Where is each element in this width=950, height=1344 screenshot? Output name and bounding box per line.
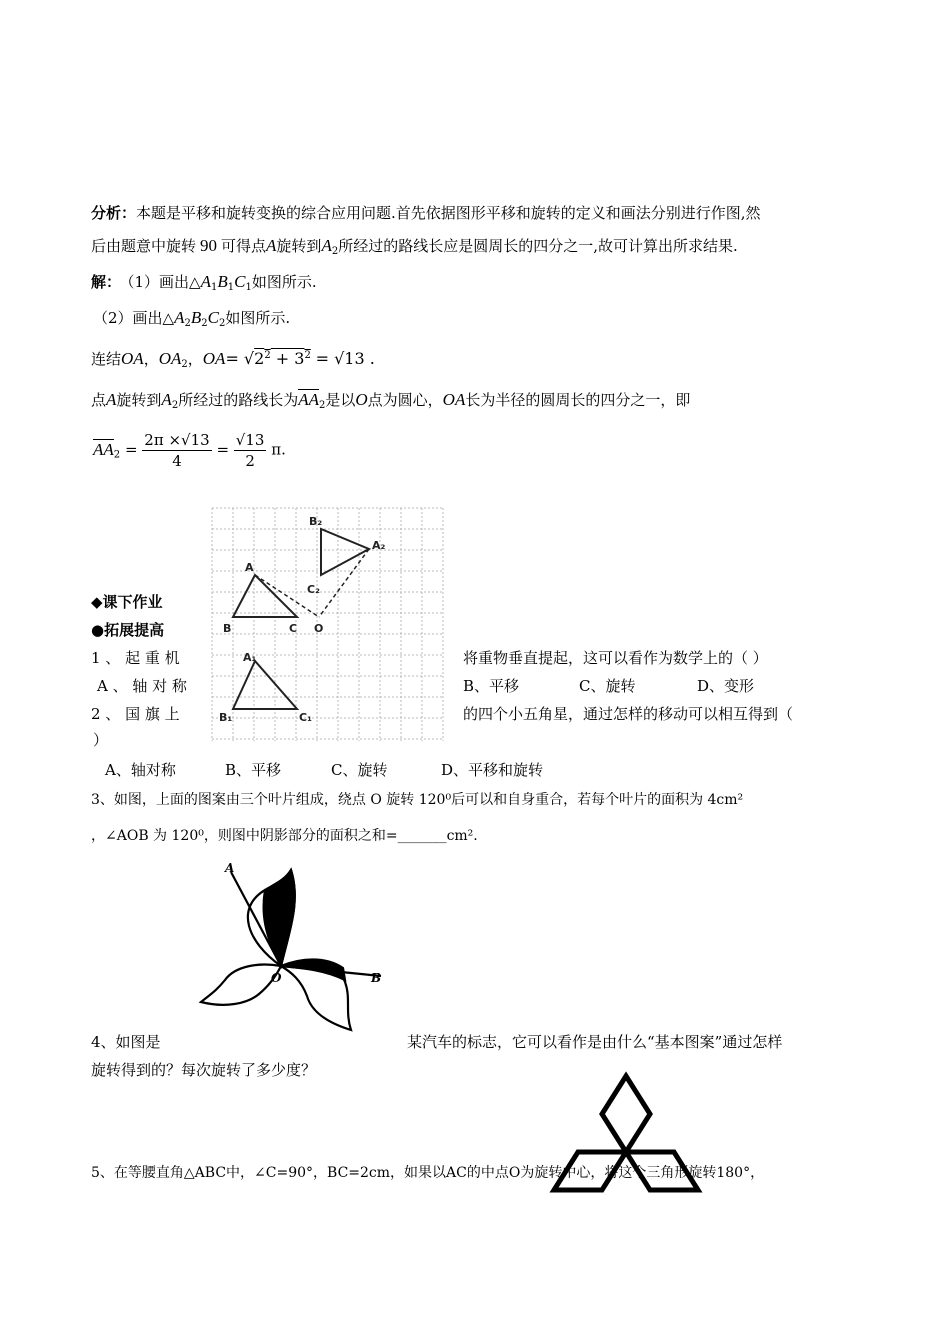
homework-subtitle: ●拓展提高 [91,621,165,639]
label-C1: C₁ [299,711,312,724]
label-C2: C₂ [307,583,320,596]
solution-label: 解： [91,273,122,291]
q2-end: 的四个小五角星，通过怎样的移动可以相互得到（ [463,705,794,723]
q1-option-d: D、变形 [697,677,755,695]
label-A1: A₁ [243,651,257,664]
solution-path: 点A旋转到$A_2$所经过的路线长为$AA_2$是以O点为圆心，OA长为半径的圆周长的四分之一，即 [91,390,691,411]
analysis-paragraph [91,203,761,223]
q1-option-c: C、旋转 [579,677,636,695]
three-leaf-figure [195,862,395,1032]
analysis-line2: 后由题意中旋转 90 可得点A旋转到$A_2$所经过的路线长应是圆周长的四分之一,故可计算出所求结果. [91,236,738,257]
q2-option-b: B、平移 [225,761,282,779]
solution-step1: 解： （1）画出$\triangle A_1B_1C_1$如图所示. [91,272,317,293]
analysis-label: 分析： [91,204,137,222]
q1-option-b: B、平移 [463,677,520,695]
label-C: C [289,622,298,635]
solution-formula: $AA_2$ = $\frac{2\pi \times√13}{4}$ = $\frac{√13}{2}$ π. [93,431,286,470]
label-A2: A₂ [372,539,386,552]
solution-step2: （2）画出$\triangle A_2B_2C_2$如图所示. [93,308,291,329]
q2-option-d: D、平移和旋转 [441,761,544,779]
leaf-label-B: B [371,971,382,985]
q4-start: 4、如图是 [91,1033,161,1051]
solution-connect: 连结OA，$OA_2$，$OA= √2^2 + 3^2 = √13$ . [91,349,375,370]
leaf-label-O: O [271,971,282,985]
analysis-line1: 本题是平移和旋转变换的综合应用问题.首先依据图形平移和旋转的定义和画法分别进行作图,然 [136,204,761,222]
label-B1: B₁ [219,711,233,724]
q2-option-c: C、旋转 [331,761,388,779]
label-B2: B₂ [309,515,323,528]
label-O: O [314,622,324,635]
q1-end: 将重物垂直提起，这可以看作为数学上的（ ） [463,649,768,667]
homework-title: ◆课下作业 [91,593,163,611]
label-A: A [245,561,254,574]
q4-end: 某汽车的标志，它可以看作是由什么“基本图案”通过怎样 [407,1033,783,1051]
q5-text: 5、在等腰直角△ABC中，∠C=90°，BC=2cm，如果以AC的中点O为旋转中心，将这个三角形旋转180°， [91,1165,765,1181]
q2-start: 2 、 国 旗 上 [91,705,180,723]
leaf-label-A: A [225,861,235,875]
q3-line1: 3、如图，上面的图案由三个叶片组成，绕点 O 旋转 120⁰后可以和自身重合，若每个叶片的面积为 4cm² [91,792,744,808]
q1-option-a: A 、 轴 对 称 [97,677,187,695]
q4-line2: 旋转得到的？每次旋转了多少度？ [91,1061,317,1079]
label-B: B [223,622,232,635]
q3-line2: ，∠AOB 为 120⁰，则图中阴影部分的面积之和=_______cm². [91,828,478,844]
q2-close: ） [93,731,109,749]
q2-option-a: A、轴对称 [105,761,176,779]
q1-start: 1 、 起 重 机 [91,649,180,667]
grid-figure [209,505,449,741]
